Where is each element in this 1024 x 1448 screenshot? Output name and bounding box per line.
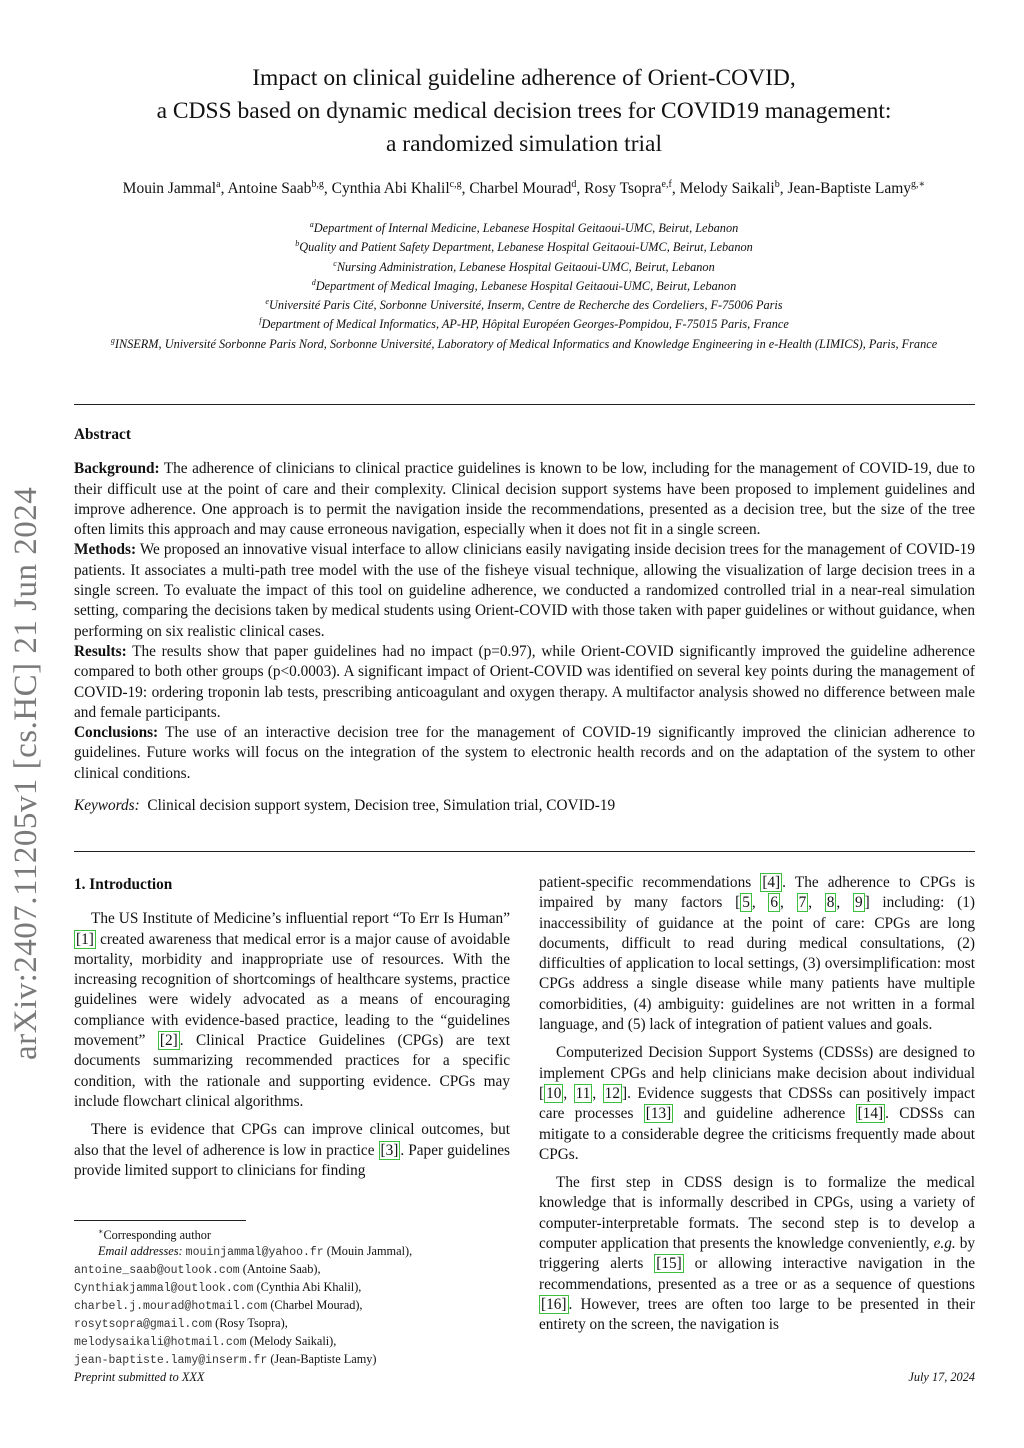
email-line: jean-baptiste.lamy@inserm.fr (Jean-Baptiste Lamy) [74,1352,377,1367]
left-column [74,873,510,1189]
abstract-bottom-rule [74,851,975,852]
affiliation: $^d$Department of Medical Imaging, Lebanese Hospital Geitaoui-UMC, Beirut, Lebanon [311,277,737,293]
email-line: antoine_saab@outlook.com (Antoine Saab), [74,1262,321,1277]
paragraph: Computerized Decision Support Systems (CDSSs) are designed to implement CPGs and help clinicians make decision about individual [ 10 , 11 , 12 ]. Evidence suggests that CDSSs can positively impact care processes [13] and guideline adherence [14] . CDSSs can mitigate to a considerable degree the criticisms frequently made about CPGs. [539,1044,976,1163]
email-line: Cynthiakjammal@outlook.com (Cynthia Abi Khalil), [74,1280,362,1295]
citation-link[interactable]: [2] [159,1032,178,1050]
paragraph: The US Institute of Medicine’s influential report “To Err Is Human” [1] created awareness that medical error is a major cause of avoidable mortality, morbidity and inappropriate use of resources. With the increasing recognition of shortcomings of healthcare systems, practice guidelines were widely advocated as a means of encouraging compliance with evidence-based practice, leading to the “guidelines movement” [2] . Clinical Practice Guidelines (CPGs) are text documents summarizing recommended practices for a specific condition, with the rationale and supporting evidence. CPGs may include flowchart clinical algorithms. [74,910,510,1110]
citation-link[interactable]: [15] [656,1255,682,1273]
citation-link[interactable]: [16] [541,1295,567,1313]
author: Antoine Saab$^{b,g}$, [227,179,332,197]
email-link[interactable]: melodysaikali@hotmail.com [74,1336,247,1349]
author: Charbel Mourad$^d$, [469,179,585,197]
author: Rosy Tsopra$^{e,f}$, [584,179,680,197]
email-line: charbel.j.mourad@hotmail.com (Charbel Mourad), [74,1298,363,1313]
citation-link[interactable]: 8 [826,894,835,912]
citation-link[interactable]: [14] [857,1105,884,1123]
affiliation: $^g$INSERM, Université Sorbonne Paris Nord, Sorbonne Université, Laboratory of Medical Informatics and Knowledge Engineering in e-Health (LIMICS), Paris, France [110,335,938,351]
email-line: Email addresses: mouinjammal@yahoo.fr (Mouin Jammal), [98,1244,413,1259]
abstract-top-rule [74,404,975,405]
affiliation: $^a$Department of Internal Medicine, Lebanese Hospital Geitaoui-UMC, Beirut, Lebanon [309,220,739,235]
email-line: melodysaikali@hotmail.com (Melody Saikali), [74,1334,337,1349]
right-column [539,873,975,1344]
footer-preprint-note: Preprint submitted to XXX [74,1370,205,1384]
citation-link[interactable]: 9 [854,894,863,912]
author: Jean-Baptiste Lamy$^{g,∗}$ [787,179,926,197]
section-heading: 1. Introduction [74,876,173,893]
affiliation: $^f$Department of Medical Informatics, AP-HP, Hôpital Européen Georges-Pompidou, F-75015 Paris, France [259,316,789,332]
abstract-methods: Methods: We proposed an innovative visual interface to allow clinicians easily navigating inside decision trees for the management of COVID-19 patients. It associates a multi-path tree model with the use of the fisheye visual technique, allowing the visualization of large decision trees in a single screen. To evaluate the impact of this tool on guideline adherence, we conducted a randomized controlled trial in a near-real simulation setting, comparing the decisions taken by medical students using Orient-COVID with those taken with paper guidelines or without guidance, when performing on six realistic clinical cases. [74,541,975,640]
abstract-heading: Abstract [74,426,131,443]
email-link[interactable]: rosytsopra@gmail.com [74,1318,213,1331]
email-link[interactable]: charbel.j.mourad@hotmail.com [74,1300,268,1313]
affiliation-list [74,217,974,352]
title-line: a randomized simulation trial [385,131,663,157]
citation-link[interactable]: [3] [380,1141,399,1159]
corresponding-author-note: ∗Corresponding author [98,1227,212,1242]
footer-date: July 17, 2024 [908,1370,975,1384]
abstract-results: Results: The results show that paper guidelines had no impact (p=0.97), while Orient-COVID significantly improved the guideline adherence compared to both other groups (p<0.0003). A significant impact of Orient-COVID was identified on several key points during the management of COVID-19: ordering troponin lab tests, prescribing anticoagulant and oxygen therapy. A multifactor analysis showed no difference between male and female participants. [74,642,975,721]
paper-title [74,62,974,161]
author: Melody Saikali$^b$, [679,179,788,197]
citation-link[interactable]: 11 [575,1084,591,1102]
title-line: Impact on clinical guideline adherence of Orient-COVID, [252,65,796,91]
email-link[interactable]: jean-baptiste.lamy@inserm.fr [74,1354,268,1367]
paragraph: There is evidence that CPGs can improve clinical outcomes, but also that the level of adherence is low in practice [3] . Paper guidelines provide limited support to clinicians for finding [74,1121,510,1179]
citation-link[interactable]: 10 [546,1084,562,1102]
title-line: a CDSS based on dynamic medical decision trees for COVID19 management: [156,98,892,124]
email-line: rosytsopra@gmail.com (Rosy Tsopra), [74,1316,288,1331]
affiliation: $^e$Université Paris Cité, Sorbonne Université, Inserm, Centre de Recherche des Cordeliers, F-75006 Paris [265,297,783,313]
affiliation: $^c$Nursing Administration, Lebanese Hospital Geitaoui-UMC, Beirut, Lebanon [333,258,715,274]
email-link[interactable]: mouinjammal@yahoo.fr [185,1246,324,1259]
citation-link[interactable]: 5 [742,894,750,912]
citation-link[interactable]: [4] [762,874,781,891]
email-link[interactable]: Cynthiakjammal@outlook.com [74,1282,254,1295]
footnote-rule [74,1220,246,1221]
paragraph: The first step in CDSS design is to formalize the medical knowledge that is informally described in CPGs, using a variety of computer-interpretable formats. The second step is to develop a computer application that presents the knowledge conveniently, e.g. by triggering alerts [15] or allowing interactive navigation in the recommendations, presented as a tree or as a sequence of questions [16] . However, trees are often too large to be presented in their entirety on the screen, the navigation is [539,1174,975,1334]
author: Cynthia Abi Khalil$^{c,g}$, [331,179,470,197]
abstract [74,425,975,816]
abstract-conclusions: Conclusions: The use of an interactive decision tree for the management of COVID-19 significantly improved the clinician adherence to guidelines. Future works will focus on the integration of the system to electronic health records and on the adaptation of the system to other clinical conditions. [74,724,975,782]
keywords: Keywords: Clinical decision support system, Decision tree, Simulation trial, COVID-19 [74,797,616,815]
citation-link[interactable]: 7 [798,894,807,912]
email-link[interactable]: antoine_saab@outlook.com [74,1264,240,1277]
citation-link[interactable]: 6 [770,894,779,912]
citation-link[interactable]: [1] [76,930,94,948]
author: Mouin Jammal$^a$, [122,179,228,197]
abstract-background: Background: The adherence of clinicians to clinical practice guidelines is known to be low, including for the management of COVID-19, due to their difficult use at the point of care and their complexity. Clinical decision support systems have been proposed to implement guidelines and improve adherence. One approach is to permit the navigation inside the recommendations, presented as a decision tree, but the size of the tree often limits this approach and may cause erroneous navigation, especially when it does not fit in a single screen. [74,460,975,539]
author-list [74,179,974,198]
arxiv-stamp: arXiv:2407.11205v1 [cs.HC] 21 Jun 2024 [8,486,44,1060]
footnotes [74,1224,514,1369]
affiliation: $^b$Quality and Patient Safety Department, Lebanese Hospital Geitaoui-UMC, Beirut, Lebanon [295,239,753,255]
citation-link[interactable]: [13] [645,1105,672,1123]
paragraph: patient-specific recommendations [4] . The adherence to CPGs is impaired by many factors [ 5 , 6 , 7 , 8 , 9 ] including: (1) inaccessibility of guidance at the point of care: CPGs are long documents, difficult to read during medical consultations, (2) difficulties of application to local settings, (3) oversimplification: most CPGs address a single disease while many patients have multiple comorbidities, (4) ambiguity: guidelines are not written in a formal language, and (5) lack of integration of patient values and goals. [539,874,975,1034]
citation-link[interactable]: 12 [604,1084,620,1102]
